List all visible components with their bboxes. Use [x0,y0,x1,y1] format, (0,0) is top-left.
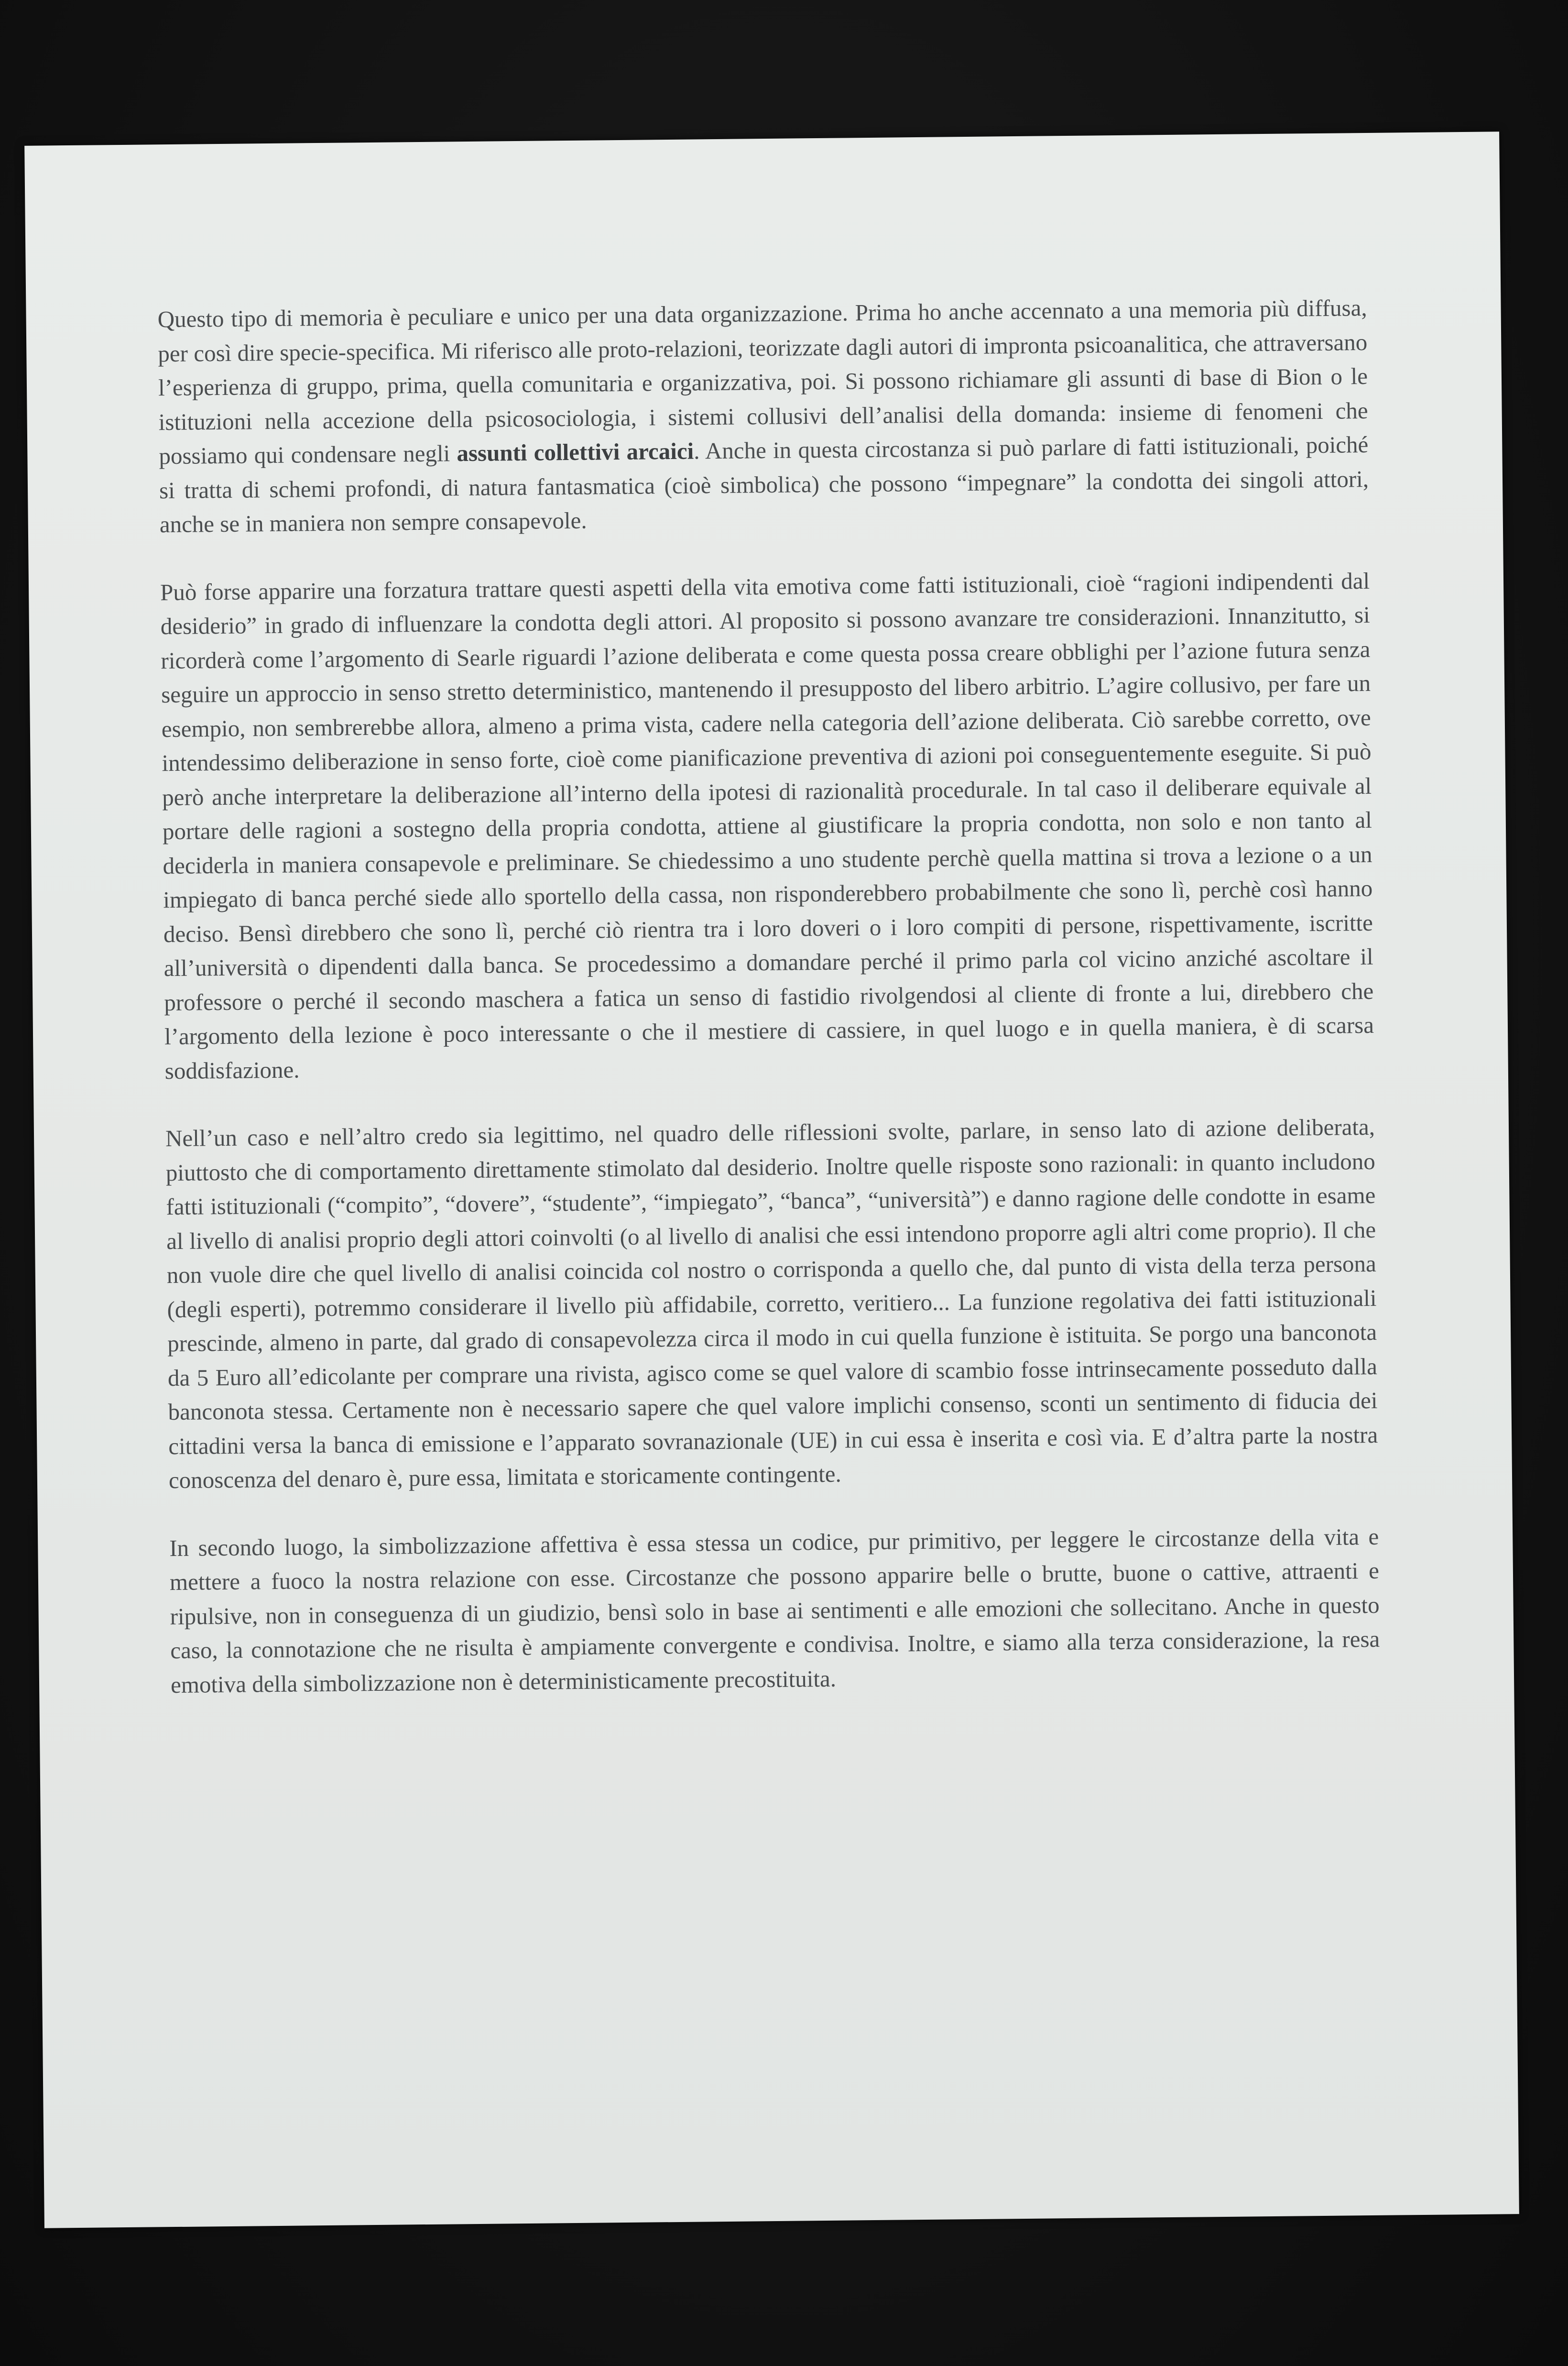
paragraph-1 [157,291,1369,542]
paragraph-4: In secondo luogo, la simbolizzazione affettiva è essa stessa un codice, pur primitivo, per leggere le circostanze della vita e mettere a fuoco la nostra relazione con esse. Circostanze che possono apparire belle o brutte, buone o cattive, attraenti e ripulsive, non in conseguenza di un giudizio, bensì solo in base ai sentimenti e alle emozioni che sollecitano. Anche in questo caso, la connotazione che ne risulta è ampiamente convergente e condivisa. Inoltre, e siamo alla terza considerazione, la resa emotiva della simbolizzazione non è deterministicamente precostituita. [169,1523,1380,1698]
document-body [157,291,1381,1735]
paragraph-2: Può forse apparire una forzatura trattare questi aspetti della vita emotiva come fatti istituzionali, cioè “ragioni indipendenti dal desiderio” in grado di influenzare la condotta degli attori. Al proposito si possono avanzare tre considerazioni. Innanzitutto, si ricorderà come l’argomento di Searle riguardi l’azione deliberata e come questa possa creare obblighi per l’azione futura senza seguire un approccio in senso stretto deterministico, mantenendo il presupposto del libero arbitrio. L’agire collusivo, per fare un esempio, non sembrerebbe allora, almeno a prima vista, cadere nella categoria dell’azione deliberata. Ciò sarebbe corretto, ove intendessimo deliberazione in senso forte, cioè come pianificazione preventiva di azioni poi conseguentemente eseguite. Si può però anche interpretare la deliberazione all’interno della ipotesi di razionalità procedurale. In tal caso il deliberare equivale al portare delle ragioni a sostegno della propria condotta, attiene al giustificare la propria condotta, non solo e non tanto al deciderla in maniera consapevole e preliminare. Se chiedessimo a uno studente perchè quella mattina si trova a lezione o a un impiegato di banca perché siede allo sportello della cassa, non risponderebbero probabilmente che sono lì, perchè così hanno deciso. Bensì direbbero che sono lì, perché ciò rientra tra i loro doveri o i loro compiti di persone, rispettivamente, iscritte all’università o dipendenti dalla banca. Se procedessimo a domandare perché il primo parla col vicino anziché ascoltare il professore o perché il secondo maschera a fatica un senso di fastidio rivolgendosi al cliente di fronte a lui, direbbero che l’argomento della lezione è poco interessante o che il mestiere di cassiere, in quel luogo e in quella maniera, è di scarsa soddisfazione. [160,567,1374,1084]
paragraph-3: Nell’un caso e nell’altro credo sia legittimo, nel quadro delle riflessioni svolte, parlare, in senso lato di azione deliberata, piuttosto che di comportamento direttamente stimolato dal desiderio. Inoltre quelle risposte sono razionali: in quanto includono fatti istituzionali (“compito”, “dovere”, “studente”, “impiegato”, “banca”, “università”) e danno ragione delle condotte in esame al livello di analisi proprio degli attori coinvolti (o al livello di analisi che essi intendono proporre agli altri come proprio). Il che non vuole dire che quel livello di analisi coincida col nostro o corrisponda a quello che, dal punto di vista della terza persona (degli esperti), potremmo considerare il livello più affidabile, corretto, veritiero... La funzione regolativa dei fatti istituzionali prescinde, almeno in parte, dal grado di consapevolezza circa il modo in cui quella funzione è istituita. Se porgo una banconota da 5 Euro all’edicolante per comprare una rivista, agisco come se quel valore di scambio fosse intrinsecamente posseduto dalla banconota stessa. Certamente non è necessario sapere che quel valore implichi consenso, sconti un sentimento di fiducia dei cittadini versa la banca di emissione e l’apparato sovranazionale (UE) in cui essa è inserita e così via. E d’altra parte la nostra conoscenza del denaro è, pure essa, limitata e storicamente contingente. [165,1113,1378,1494]
paper-sheet [24,131,1519,2228]
bold-term-assunti-collettivi-arcaici: assunti collettivi arcaici [457,438,694,467]
paragraph-1-text-before: Questo tipo di memoria è peculiare e unico per una data organizzazione. Prima ho anche accennato a una memoria più diffusa, per così dire specie-specifica. Mi riferisco alle proto-relazioni, teorizzate dagli autori di impronta psicoanalitica, che attraversano l’esperienza di gruppo, prima, quella comunitaria e organizzativa, poi. Si possono richiamare gli assunti di base di Bion o le istituzioni nella accezione della psicosociologia, i sistemi collusivi dell’analisi della domanda: insieme di fenomeni che possiamo qui condensare negli [157,294,1368,470]
paragraph-1-text-after: . Anche in questa circostanza si può parlare di fatti istituzionali, poiché si tratta di schemi profondi, di natura fantasmatica (cioè simbolica) che possono “impegnare” la condotta dei singoli attori, anche se in maniera non sempre consapevole. [159,431,1369,538]
